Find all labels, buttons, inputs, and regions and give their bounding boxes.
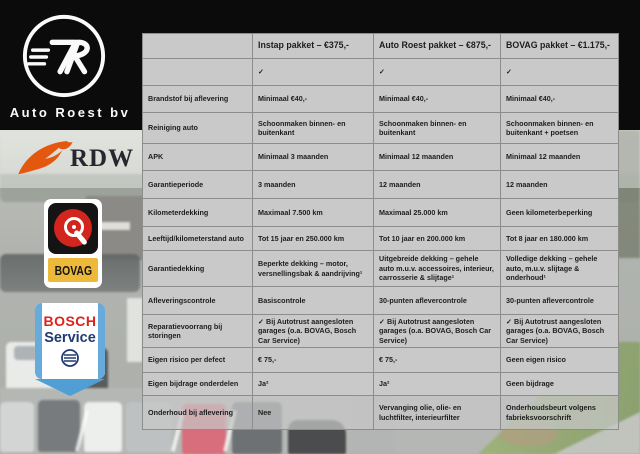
package-column-header: Instap pakket – €375,- [253,34,374,59]
table-cell: Geen eigen risico [501,348,619,373]
table-cell: 30-punten aflevercontrole [374,287,501,315]
bosch-chevron [35,379,105,396]
table-cell: Tot 10 jaar en 200.000 km [374,227,501,251]
table-cell: Ja² [374,373,501,396]
table-cell: Ja² [253,373,374,396]
row-label: Reparatievoorrang bij storingen [143,315,253,348]
table-cell: Geen bijdrage [501,373,619,396]
table-cell: € 75,- [374,348,501,373]
table-cell: ✓ Bij Autotrust aangesloten garages (o.a. BOVAG, Bosch Car Service) [253,315,374,348]
table-cell: Vervanging olie, olie- en luchtfilter, interieurfilter [374,396,501,430]
table-row [143,287,619,315]
table-row [143,251,619,287]
table-cell: Minimaal 12 maanden [501,144,619,171]
bosch-armature-icon [60,348,80,368]
row-label [143,59,253,86]
table-cell: ✓ Bij Autotrust aangesloten garages (o.a. BOVAG, Bosch Car Service) [501,315,619,348]
table-cell: Minimaal €40,- [374,86,501,113]
table-row [143,113,619,144]
table-cell: Nee [253,396,374,430]
table-cell: Minimaal 12 maanden [374,144,501,171]
bosch-wordmark: BOSCH [43,313,97,330]
table-cell: 3 maanden [253,171,374,199]
table-row [143,373,619,396]
table-cell: ✓ Bij Autotrust aangesloten garages (o.a. BOVAG, Bosch Car Service) [374,315,501,348]
row-label: Reiniging auto [143,113,253,144]
bosch-service-logo [35,303,105,399]
table-cell: Minimaal €40,- [501,86,619,113]
row-label: Kilometerdekking [143,199,253,227]
table-cell: Minimaal 3 maanden [253,144,374,171]
bovag-band [48,258,98,282]
bosch-card [35,303,105,379]
rdw-wordmark: RDW [70,145,135,172]
row-label: Eigen risico per defect [143,348,253,373]
row-label: Garantiedekking [143,251,253,287]
row-label: Afleveringscontrole [143,287,253,315]
row-label: Brandstof bij aflevering [143,86,253,113]
table-row [143,348,619,373]
table-cell: Geen kilometerbeperking [501,199,619,227]
row-label: Garantieperiode [143,171,253,199]
table-cell: Maximaal 25.000 km [374,199,501,227]
table-cell: € 75,- [253,348,374,373]
bovag-mark-icon [48,203,98,254]
rdw-feather-icon [16,138,74,180]
table-row [143,86,619,113]
table-cell: Schoonmaken binnen- en buitenkant + poetsen [501,113,619,144]
table-cell: ✓ [374,59,501,86]
table-cell: Schoonmaken binnen- en buitenkant [253,113,374,144]
table-row [143,199,619,227]
table-cell: 12 maanden [374,171,501,199]
table-cell: Minimaal €40,- [253,86,374,113]
auto-roest-logo-icon [20,9,108,103]
rdw-logo [16,137,138,181]
table-cell: Schoonmaken binnen- en buitenkant [374,113,501,144]
table-cell: 12 maanden [501,171,619,199]
table-cell: Onderhoudsbeurt volgens fabrieksvoorschrift [501,396,619,430]
table-cell: Beperkte dekking – motor, versnellingsbak & aandrijving¹ [253,251,374,287]
table-cell: ✓ [253,59,374,86]
company-name: Auto Roest bv [9,105,131,120]
table-cell: Basiscontrole [253,287,374,315]
table-row [143,171,619,199]
package-comparison-table [142,33,619,430]
bovag-dot [72,225,76,229]
table-cell: ✓ [501,59,619,86]
package-column-header: Auto Roest pakket – €875,- [374,34,501,59]
row-label: Eigen bijdrage onderdelen [143,373,253,396]
bovag-wordmark: BOVAG [54,262,92,278]
bovag-logo [44,199,102,288]
table-cell: Volledige dekking – gehele auto, m.u.v. slijtage & onderhoud¹ [501,251,619,287]
row-label: Onderhoud bij aflevering [143,396,253,430]
row-label: APK [143,144,253,171]
bosch-service-wordmark: Service [44,329,96,346]
table-cell: Tot 15 jaar en 250.000 km [253,227,374,251]
table-row [143,144,619,171]
table-row [143,396,619,430]
package-column-header: BOVAG pakket – €1.175,- [501,34,619,59]
table-row [143,315,619,348]
table-cell: 30-punten aflevercontrole [501,287,619,315]
table-row [143,227,619,251]
table-row [143,59,619,86]
table-cell: Maximaal 7.500 km [253,199,374,227]
table-cell: Tot 8 jaar en 180.000 km [501,227,619,251]
row-label-column-header [143,34,253,59]
table-cell: Uitgebreide dekking – gehele auto m.u.v. accessoires, interieur, carrosserie & slijtage¹ [374,251,501,287]
row-label: Leeftijd/kilometerstand auto [143,227,253,251]
